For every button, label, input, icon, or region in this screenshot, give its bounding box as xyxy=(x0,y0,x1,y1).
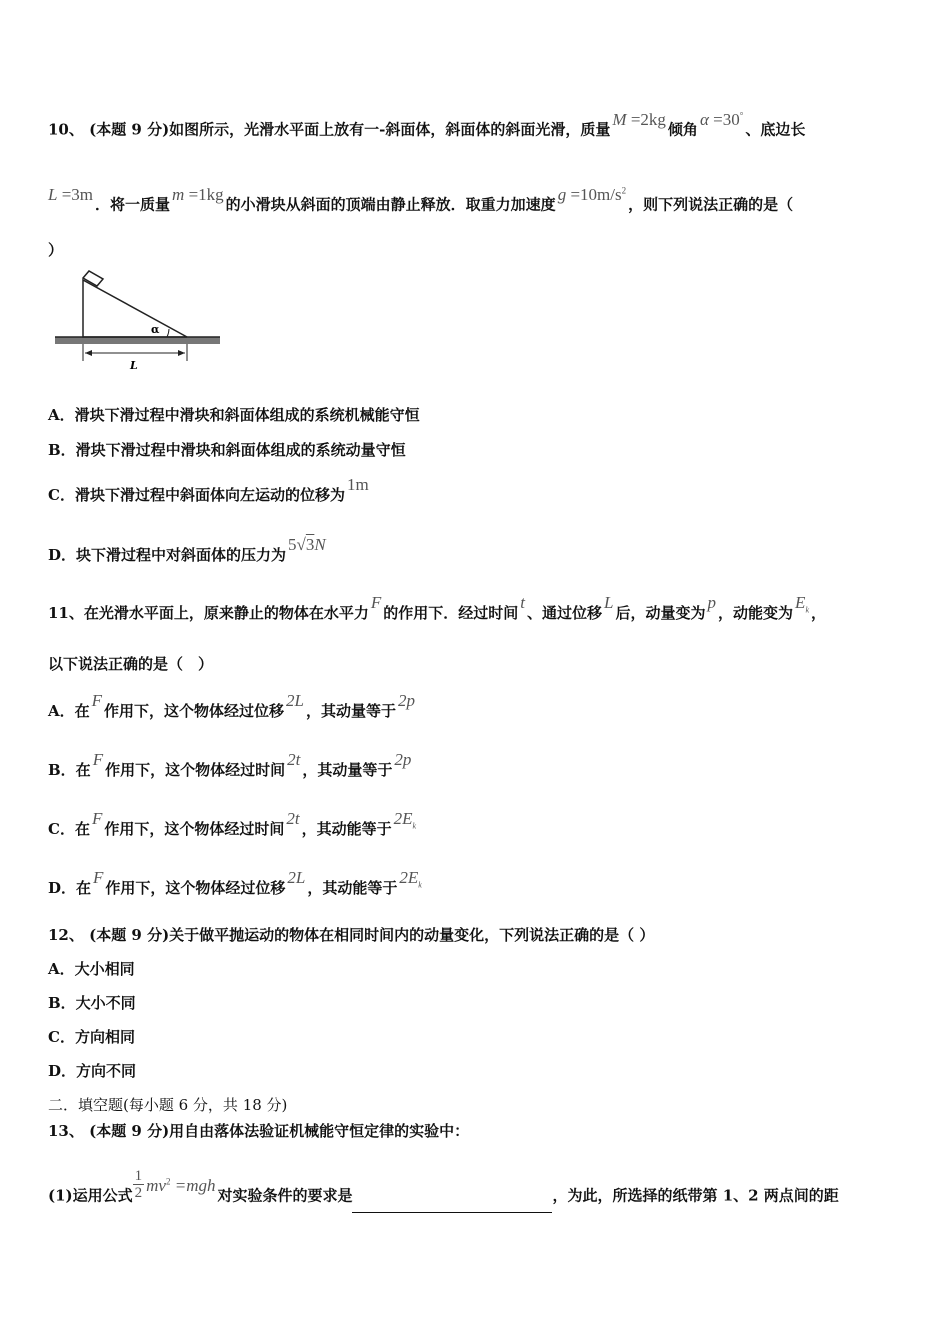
q13-stem: 13、 (本题 9 分)用自由落体法验证机械能守恒定律的实验中： xyxy=(48,1122,470,1140)
q10-option-b[interactable]: B．滑块下滑过程中滑块和斜面体组成的系统动量守恒 xyxy=(48,441,406,459)
slider-block xyxy=(83,271,103,286)
q12-option-a[interactable]: A．大小相同 xyxy=(48,960,135,978)
q13-part1-prefix: (1)运用公式 xyxy=(48,1186,133,1205)
q12-option-c[interactable]: C．方向相同 xyxy=(48,1028,135,1046)
figure-L-label: L xyxy=(130,359,138,372)
q11-b-text2: ，其动量等于 xyxy=(302,761,393,779)
q10-text-angle: 倾角 xyxy=(667,120,698,139)
q11-energy-Ek: $E_k$ xyxy=(795,593,809,615)
q10-option-c-text: C．滑块下滑过程中斜面体向左运动的位移为 xyxy=(48,486,345,504)
q10-option-a[interactable]: A．滑块下滑过程中滑块和斜面体组成的系统机械能守恒 xyxy=(48,406,420,424)
q10-option-c-value: 1m xyxy=(346,475,369,494)
incline-triangle xyxy=(83,280,187,337)
q11-c-F: F xyxy=(91,809,103,828)
q11-line2: 以下说法正确的是（ ） xyxy=(48,655,214,673)
q10-option-d-value: 5√3N xyxy=(288,535,326,554)
q11-a-value2: 2p xyxy=(398,691,416,710)
q11-momentum-p: p xyxy=(707,593,717,612)
q10-text-base: 、底边长 xyxy=(745,120,806,139)
q11-b-text: 作用下，这个物体经过时间 xyxy=(105,761,286,779)
q11-option-d[interactable] xyxy=(48,868,910,905)
q11-force-F: F xyxy=(370,593,382,612)
q10-stem-text: 10、 (本题 9 分)如图所示，光滑水平面上放有一-斜面体，斜面体的斜面光滑，质量 xyxy=(48,120,611,139)
incline-figure xyxy=(55,265,235,375)
q11-b-value2: 2p xyxy=(394,750,412,769)
q11-a-text2: ，其动量等于 xyxy=(306,702,397,720)
q11-text-momentum: 后，动量变为 xyxy=(615,604,706,622)
q13-part1 xyxy=(48,1168,910,1213)
q11-d-text: 作用下，这个物体经过位移 xyxy=(105,879,286,897)
q12-option-d[interactable]: D．方向不同 xyxy=(48,1062,137,1080)
q10-line2 xyxy=(48,184,910,215)
q11-line1 xyxy=(48,593,910,630)
q11-stem-text: 11、在光滑水平面上，原来静止的物体在水平力 xyxy=(48,604,369,622)
q13-part1-text: 对实验条件的要求是 xyxy=(217,1186,353,1205)
q11-d-value1: 2L xyxy=(287,868,306,887)
q13-formula: $mv^2 =mgh$ xyxy=(146,1175,216,1195)
q11-text-energy: ，动能变为 xyxy=(718,604,794,622)
q10-angle-alpha: α =30° xyxy=(699,109,744,129)
q10-line1 xyxy=(48,109,910,140)
q11-option-b[interactable] xyxy=(48,750,910,780)
q10-text-gravity: 的小滑块从斜面的顶端由静止释放．取重力加速度 xyxy=(225,195,556,214)
q11-a-F: F xyxy=(91,691,103,710)
q10-option-c[interactable] xyxy=(48,475,910,505)
q11-a-value1: 2L xyxy=(286,691,305,710)
dim-arrow-left xyxy=(85,350,92,356)
ground-surface xyxy=(55,337,220,344)
q11-c-prefix: C．在 xyxy=(48,820,90,838)
q11-text-comma: ， xyxy=(811,604,827,622)
q10-text-question: ，则下列说法正确的是（ xyxy=(628,195,794,214)
figure-alpha-label: α xyxy=(151,323,160,336)
q13-part1-text2: ，为此，所选择的纸带第 1、2 两点间的距 xyxy=(552,1186,839,1205)
dim-arrow-right xyxy=(178,350,185,356)
q11-d-F: F xyxy=(93,868,104,887)
q10-text-mass: ．将一质量 xyxy=(95,195,171,214)
q10-length-L: L =3m xyxy=(48,184,94,204)
q11-text-displacement: 、通过位移 xyxy=(527,604,603,622)
q11-c-value1: 2t xyxy=(286,809,300,828)
q11-displacement-L: L xyxy=(604,593,614,612)
q10-option-d[interactable] xyxy=(48,535,910,565)
angle-arc xyxy=(167,329,169,337)
q11-c-text2: ，其动能等于 xyxy=(301,820,392,838)
q11-a-text: 作用下，这个物体经过位移 xyxy=(104,702,285,720)
q11-time-t: t xyxy=(520,593,526,612)
q12-option-b[interactable]: B．大小不同 xyxy=(48,994,136,1012)
q11-d-value2: $2E_k$ xyxy=(399,868,422,890)
q11-a-prefix: A．在 xyxy=(48,702,90,720)
section-2-heading: 二．填空题(每小题 6 分，共 18 分) xyxy=(48,1096,288,1114)
q11-d-text2: ，其动能等于 xyxy=(307,879,398,897)
q11-b-value1: 2t xyxy=(287,750,301,769)
q11-option-a[interactable] xyxy=(48,691,910,721)
q10-gravity-g: $g =10m/s^2$ xyxy=(557,184,627,204)
q11-c-text: 作用下，这个物体经过时间 xyxy=(104,820,285,838)
q13-answer-blank[interactable] xyxy=(352,1196,552,1213)
q11-b-prefix: B．在 xyxy=(48,761,91,779)
q11-c-value2: $2E_k$ xyxy=(393,809,417,831)
q11-b-F: F xyxy=(92,750,104,769)
q10-mass-m: m =1kg xyxy=(172,184,224,204)
q12-stem: 12、 (本题 9 分)关于做平抛运动的物体在相同时间内的动量变化，下列说法正确的是（ ） xyxy=(48,926,655,944)
q10-mass-M: M =2kg xyxy=(612,109,666,129)
q11-d-prefix: D．在 xyxy=(48,879,92,897)
q10-option-d-text: D．块下滑过程中对斜面体的压力为 xyxy=(48,546,287,564)
q13-formula-fraction: $\frac{1}{2}$ xyxy=(134,1168,143,1201)
q11-option-c[interactable] xyxy=(48,809,910,846)
q10-line3: ） xyxy=(48,241,64,259)
q11-text-time: 的作用下．经过时间 xyxy=(383,604,519,622)
